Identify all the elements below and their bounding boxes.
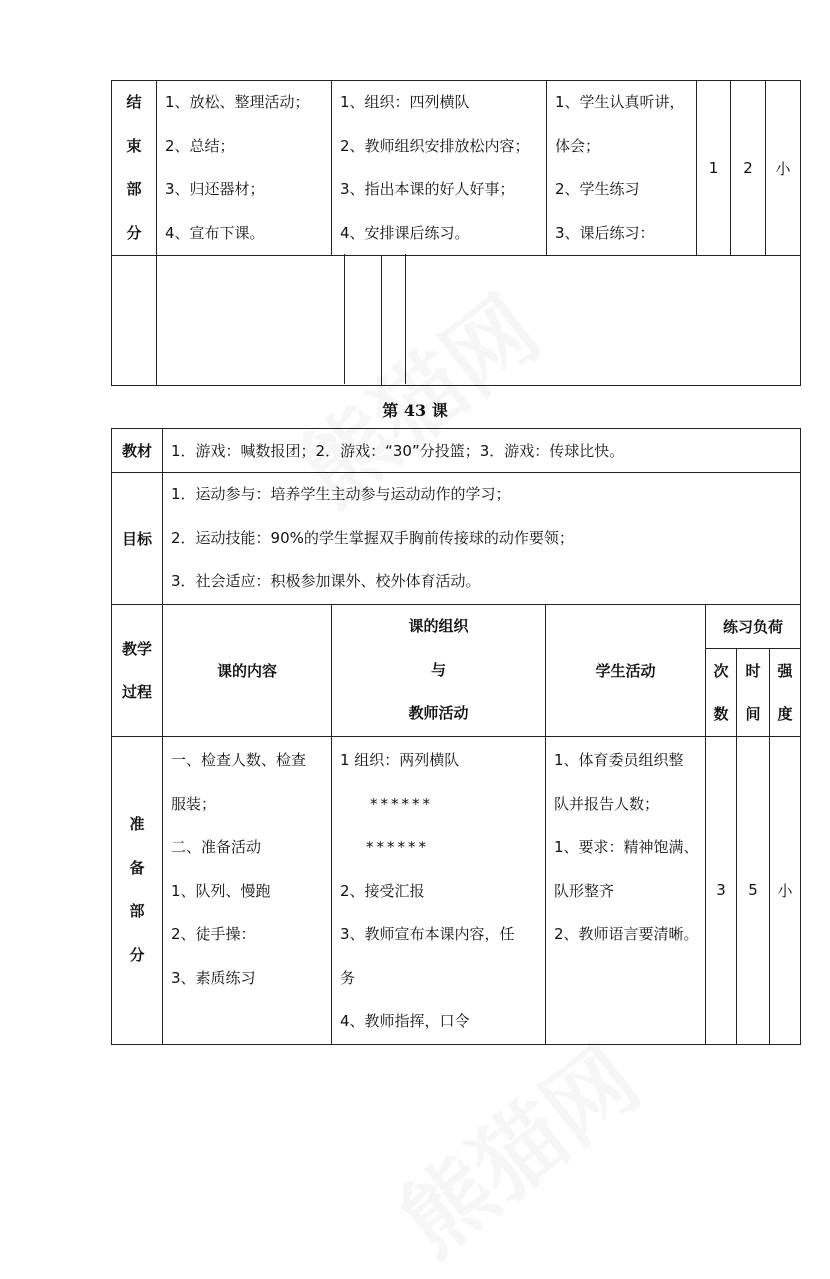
intensity-header: 强 度: [770, 649, 801, 737]
material-label: 教材: [112, 429, 163, 473]
formation-row: ******: [370, 794, 433, 813]
goal-item: 2．运动技能：90%的学生掌握双手胸前传接球的动作要领；: [171, 528, 574, 547]
closing-duration: 2: [731, 81, 766, 256]
empty-row-divider: [405, 254, 406, 384]
lesson-table: [111, 428, 801, 1045]
prep-intensity: 小: [770, 737, 801, 1045]
empty-cell: [382, 256, 801, 386]
prep-duration: 5: [737, 737, 770, 1045]
closing-section-label: 结 束 部 分: [112, 81, 157, 256]
closing-intensity: 小: [766, 81, 801, 256]
content-header: 课的内容: [163, 605, 332, 737]
process-label: 教学 过程: [112, 605, 163, 737]
empty-cell: [112, 256, 157, 386]
lesson-title: 第 43 课: [382, 401, 448, 420]
load-header: 练习负荷: [706, 605, 801, 649]
goal-item: 3．社会适应：积极参加课外、校外体育活动。: [171, 572, 481, 591]
closing-section-table: [111, 80, 801, 386]
prep-content: 一、检查人数、检查 服装； 二、准备活动 1、队列、慢跑 2、徒手操： 3、素质练习: [163, 737, 332, 1045]
material-text: 1．游戏：喊数报团；2．游戏：“30”分投篮；3．游戏：传球比快。: [163, 429, 801, 473]
prep-times: 3: [706, 737, 737, 1045]
closing-times: 1: [697, 81, 731, 256]
goal-item: 1．运动参与：培养学生主动参与运动动作的学习；: [171, 485, 511, 504]
prep-student-activity: 1、体育委员组织整 队并报告人数； 1、要求：精神饱满、 队形整齐 2、教师语言要清晰。: [546, 737, 706, 1045]
watermark: [369, 1011, 662, 1279]
times-header: 次 数: [706, 649, 737, 737]
closing-organization: 1、组织：四列横队 2、教师组织安排放松内容； 3、指出本课的好人好事； 4、安排课后练习。: [332, 81, 547, 256]
prep-section-label: 准 备 部 分: [112, 737, 163, 1045]
student-activity-header: 学生活动: [546, 605, 706, 737]
empty-row-divider: [344, 254, 345, 384]
empty-cell: [157, 256, 382, 386]
closing-student-activity: 1、学生认真听讲， 体会； 2、学生练习 3、课后练习：: [547, 81, 697, 256]
goals-label: 目标: [112, 473, 163, 605]
goals-list: [163, 473, 801, 605]
duration-header: 时 间: [737, 649, 770, 737]
formation-row: ******: [366, 838, 429, 856]
prep-organization: 1 组织：两列横队 ****** ****** 2、接受汇报 3、教师宣布本课内容，任 务 4、教师指挥，口令: [332, 737, 546, 1045]
closing-content: 1、放松、整理活动； 2、总结； 3、归还器材； 4、宣布下课。: [157, 81, 332, 256]
organization-header: 课的组织 与 教师活动: [332, 605, 546, 737]
